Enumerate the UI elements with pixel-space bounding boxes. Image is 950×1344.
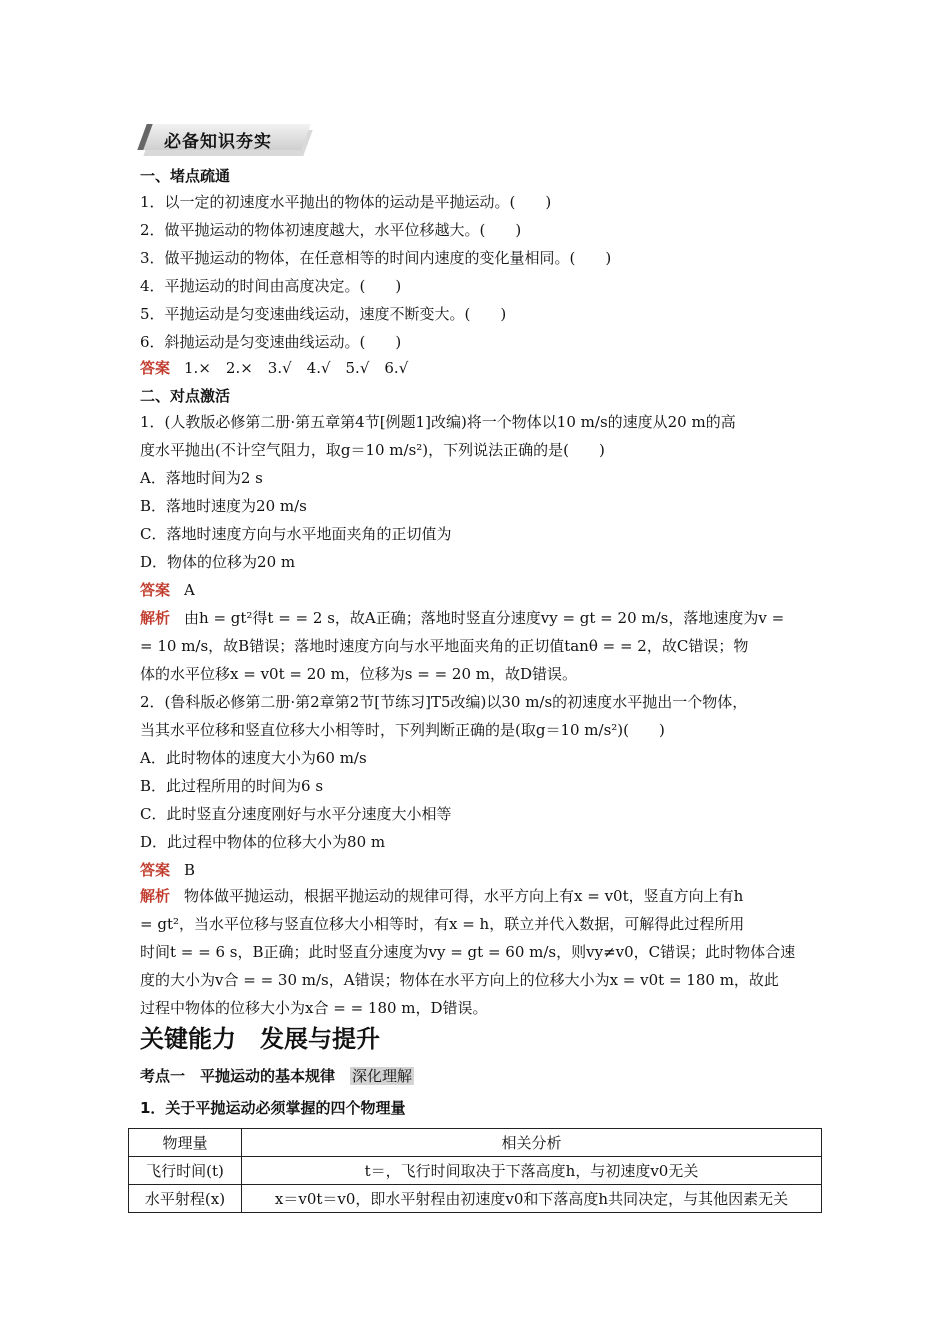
table-cell: x＝v0t＝v0，即水平射程由初速度v0和下落高度h共同决定，与其他因素无关 (242, 1185, 822, 1213)
analysis-label: 解析 (140, 609, 171, 627)
question-1-line-1: 1．(人教版必修第二册·第五章第4节[例题1]改编)将一个物体以10 m/s的速度从20 m的高 (140, 413, 736, 431)
physics-table (128, 1128, 822, 1213)
table-cell: t＝，飞行时间取决于下落高度h，与初速度v0无关 (242, 1157, 822, 1185)
answer-label: 答案 (140, 359, 171, 377)
analysis-q2-line-3: 时间t = = 6 s，B正确；此时竖直分速度为vy = gt = 60 m/s，则vy≠v0，C错误；此时物体合速 (140, 943, 796, 961)
table-header-cell: 物理量 (129, 1129, 242, 1157)
answer-text: 1.× 2.× 3.√ 4.√ 5.√ 6.√ (184, 359, 409, 377)
answer-text: A (184, 581, 195, 599)
answer-row-q1 (140, 580, 820, 600)
answer-row-1 (140, 358, 820, 378)
major-heading: 关键能力 发展与提升 (140, 1025, 380, 1053)
q2-option-b: B．此过程所用的时间为6 s (140, 777, 324, 795)
analysis-label: 解析 (140, 887, 171, 905)
section-heading-1: 一、堵点疏通 (140, 167, 231, 185)
section-banner (140, 122, 308, 156)
topic-heading (140, 1066, 820, 1086)
question-2-line-2: 当其水平位移和竖直位移大小相等时，下列判断正确的是(取g＝10 m/s²)( ) (140, 721, 665, 739)
analysis-q1-line-1 (140, 608, 820, 628)
q2-option-d: D．此过程中物体的位移大小为80 m (140, 833, 386, 851)
table-cell: 水平射程(x) (129, 1185, 242, 1213)
q2-option-a: A．此时物体的速度大小为60 m/s (140, 749, 367, 767)
statement-4: 4．平抛运动的时间由高度决定。( ) (140, 277, 402, 295)
answer-row-q2 (140, 860, 820, 880)
statement-3: 3．做平抛运动的物体，在任意相等的时间内速度的变化量相同。( ) (140, 249, 612, 267)
question-2-line-1: 2．(鲁科版必修第二册·第2章第2节[节练习]T5改编)以30 m/s的初速度水平抛出一个物体， (140, 693, 748, 711)
analysis-text: 由h = gt²得t = = 2 s，故A正确；落地时竖直分速度vy = gt = 20 m/s，落地速度为v = (184, 609, 785, 627)
q1-option-a: A．落地时间为2 s (140, 469, 263, 487)
statement-6: 6．斜抛运动是匀变速曲线运动。( ) (140, 333, 402, 351)
analysis-q1-line-3: 体的水平位移x = v0t = 20 m，位移为s = = 20 m，故D错误。 (140, 665, 578, 683)
statement-5: 5．平抛运动是匀变速曲线运动，速度不断变大。( ) (140, 305, 507, 323)
answer-label: 答案 (140, 581, 171, 599)
q1-option-d: D．物体的位移为20 m (140, 553, 296, 571)
subsection-heading: 1．关于平抛运动必须掌握的四个物理量 (140, 1099, 406, 1117)
topic-title: 考点一 平抛运动的基本规律 (140, 1067, 336, 1085)
answer-text: B (184, 861, 196, 879)
table-header-cell: 相关分析 (242, 1129, 822, 1157)
q1-option-b: B．落地时速度为20 m/s (140, 497, 307, 515)
statement-2: 2．做平抛运动的物体初速度越大，水平位移越大。( ) (140, 221, 522, 239)
analysis-q1-line-2: = 10 m/s，故B错误；落地时速度方向与水平地面夹角的正切值tanθ = = 2，故C错误；物 (140, 637, 749, 655)
analysis-q2-line-4: 度的大小为v合 = = 30 m/s，A错误；物体在水平方向上的位移大小为x = v0t = 180 m，故此 (140, 971, 779, 989)
topic-tag: 深化理解 (352, 1067, 413, 1085)
table-header-row (129, 1129, 822, 1157)
section-heading-2: 二、对点激活 (140, 387, 231, 405)
question-1-line-2: 度水平抛出(不计空气阻力，取g＝10 m/s²)，下列说法正确的是( ) (140, 441, 605, 459)
analysis-text: 物体做平抛运动，根据平抛运动的规律可得，水平方向上有x = v0t，竖直方向上有h (184, 887, 744, 905)
banner-title: 必备知识夯实 (164, 132, 272, 152)
table-row (129, 1157, 822, 1185)
analysis-q2-line-1 (140, 886, 820, 906)
table-cell: 飞行时间(t) (129, 1157, 242, 1185)
analysis-q2-line-2: = gt²，当水平位移与竖直位移大小相等时，有x = h，联立并代入数据，可解得此过程所用 (140, 915, 745, 933)
analysis-q2-line-5: 过程中物体的位移大小为x合 = = 180 m，D错误。 (140, 999, 488, 1017)
answer-label: 答案 (140, 861, 171, 879)
q2-option-c: C．此时竖直分速度刚好与水平分速度大小相等 (140, 805, 452, 823)
table-row (129, 1185, 822, 1213)
statement-1: 1．以一定的初速度水平抛出的物体的运动是平抛运动。( ) (140, 193, 552, 211)
q1-option-c: C．落地时速度方向与水平地面夹角的正切值为 (140, 525, 452, 543)
